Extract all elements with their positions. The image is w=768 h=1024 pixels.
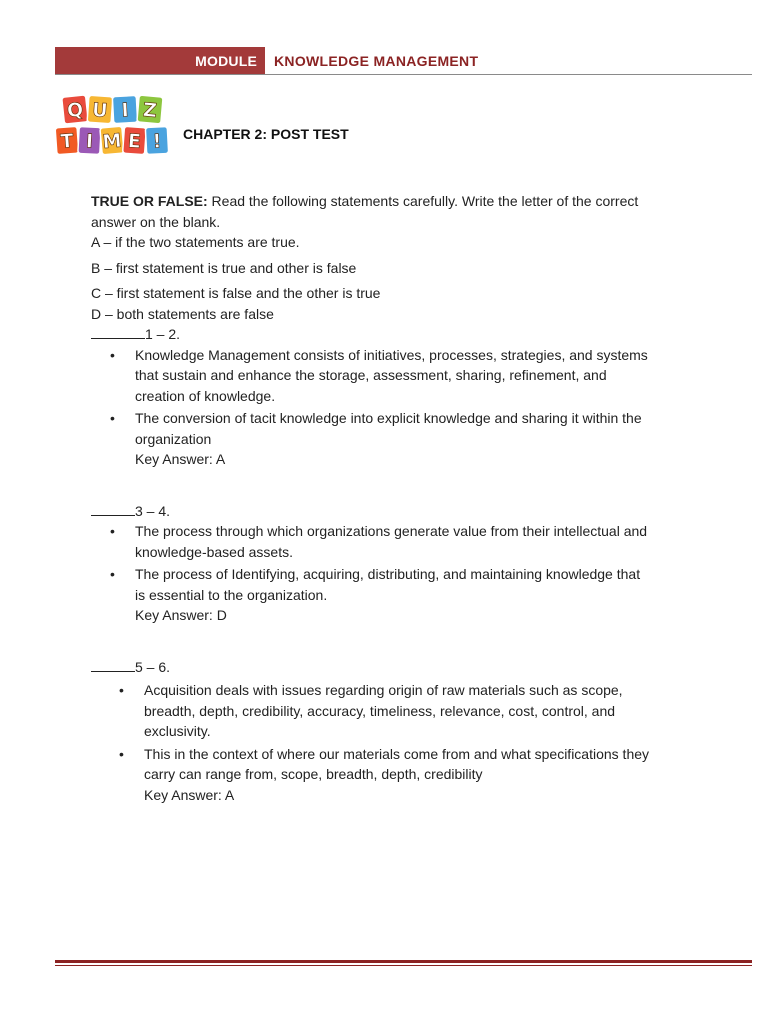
logo-letter: I (120, 99, 130, 122)
logo-letter: E (127, 130, 142, 153)
question-number (91, 657, 651, 678)
instructions-heading: TRUE OR FALSE: (91, 193, 208, 209)
statement-text: The conversion of tacit knowledge into explicit knowledge and sharing it within the organization (135, 410, 642, 447)
quiz-time-logo (55, 93, 170, 159)
option-a: A – if the two statements are true. (91, 234, 300, 250)
key-answer: Key Answer: A (144, 786, 235, 803)
option-d: D – both statements are false (91, 305, 274, 322)
logo-letter-tile (145, 126, 168, 154)
statement-list (91, 521, 651, 626)
logo-letter-tile (55, 126, 79, 154)
logo-letter-tile (87, 95, 113, 124)
statement: • The process through which organizations generate value from their intellectual and knowledge-based assets. (91, 521, 651, 562)
module-title: KNOWLEDGE MANAGEMENT (265, 47, 478, 74)
logo-letter: I (85, 130, 94, 153)
question-number (91, 324, 651, 345)
logo-letter: Q (65, 98, 85, 123)
logo-letter-tile (100, 126, 124, 155)
logo-letter: ! (152, 130, 162, 153)
answer-blank[interactable] (91, 657, 135, 672)
chapter-title: CHAPTER 2: POST TEST (183, 126, 349, 142)
instructions-text: Read the following statements carefully. Write the letter of the correct answer on the blank. (91, 193, 639, 230)
key-answer: Key Answer: D (135, 607, 227, 623)
instructions (91, 191, 651, 232)
logo-letter-tile (137, 95, 163, 124)
logo-letter-tile (78, 126, 101, 154)
logo-letter-tile (62, 95, 89, 124)
statement-list (91, 680, 651, 805)
question-number (91, 501, 651, 522)
module-label: MODULE (55, 47, 265, 74)
logo-letter: Z (142, 98, 158, 123)
logo-letter: T (59, 130, 75, 153)
logo-letter: M (101, 129, 123, 154)
option-c: C – first statement is false and the other is true (91, 285, 381, 301)
question-number-text: 5 – 6. (135, 658, 171, 675)
module-header (55, 47, 752, 75)
statement (91, 408, 651, 470)
key-answer: Key Answer: A (135, 451, 226, 467)
logo-letter: U (91, 98, 109, 123)
statement (91, 564, 651, 626)
quiz-content (91, 191, 651, 807)
question-number-text: 3 – 4. (135, 502, 171, 519)
statement: • Acquisition deals with issues regarding origin of raw materials such as scope, breadth, depth, credibility, accuracy, timeliness, relevance, cost, control, and exclusivity. (91, 680, 651, 742)
footer-rule (55, 960, 752, 966)
statement-text: The process of Identifying, acquiring, distributing, and maintaining knowledge that is essential to the organization. (135, 566, 641, 603)
statement: • Knowledge Management consists of initiatives, processes, strategies, and systems that sustain and enhance the storage, assessment, sharing, refinement, and creation of knowledge. (91, 345, 651, 407)
answer-blank[interactable] (91, 324, 145, 339)
statement-list (91, 345, 651, 470)
statement-text: This in the context of where our materials come from and what specifications they carry can range from, scope, breadth, depth, credibility (144, 745, 650, 782)
answer-blank[interactable] (91, 501, 135, 516)
logo-letter-tile (123, 126, 147, 154)
logo-letter-tile (112, 95, 137, 123)
statement (91, 744, 651, 806)
question-number-text: 1 – 2. (145, 326, 181, 342)
option-b: B – first statement is true and other is false (91, 259, 357, 276)
